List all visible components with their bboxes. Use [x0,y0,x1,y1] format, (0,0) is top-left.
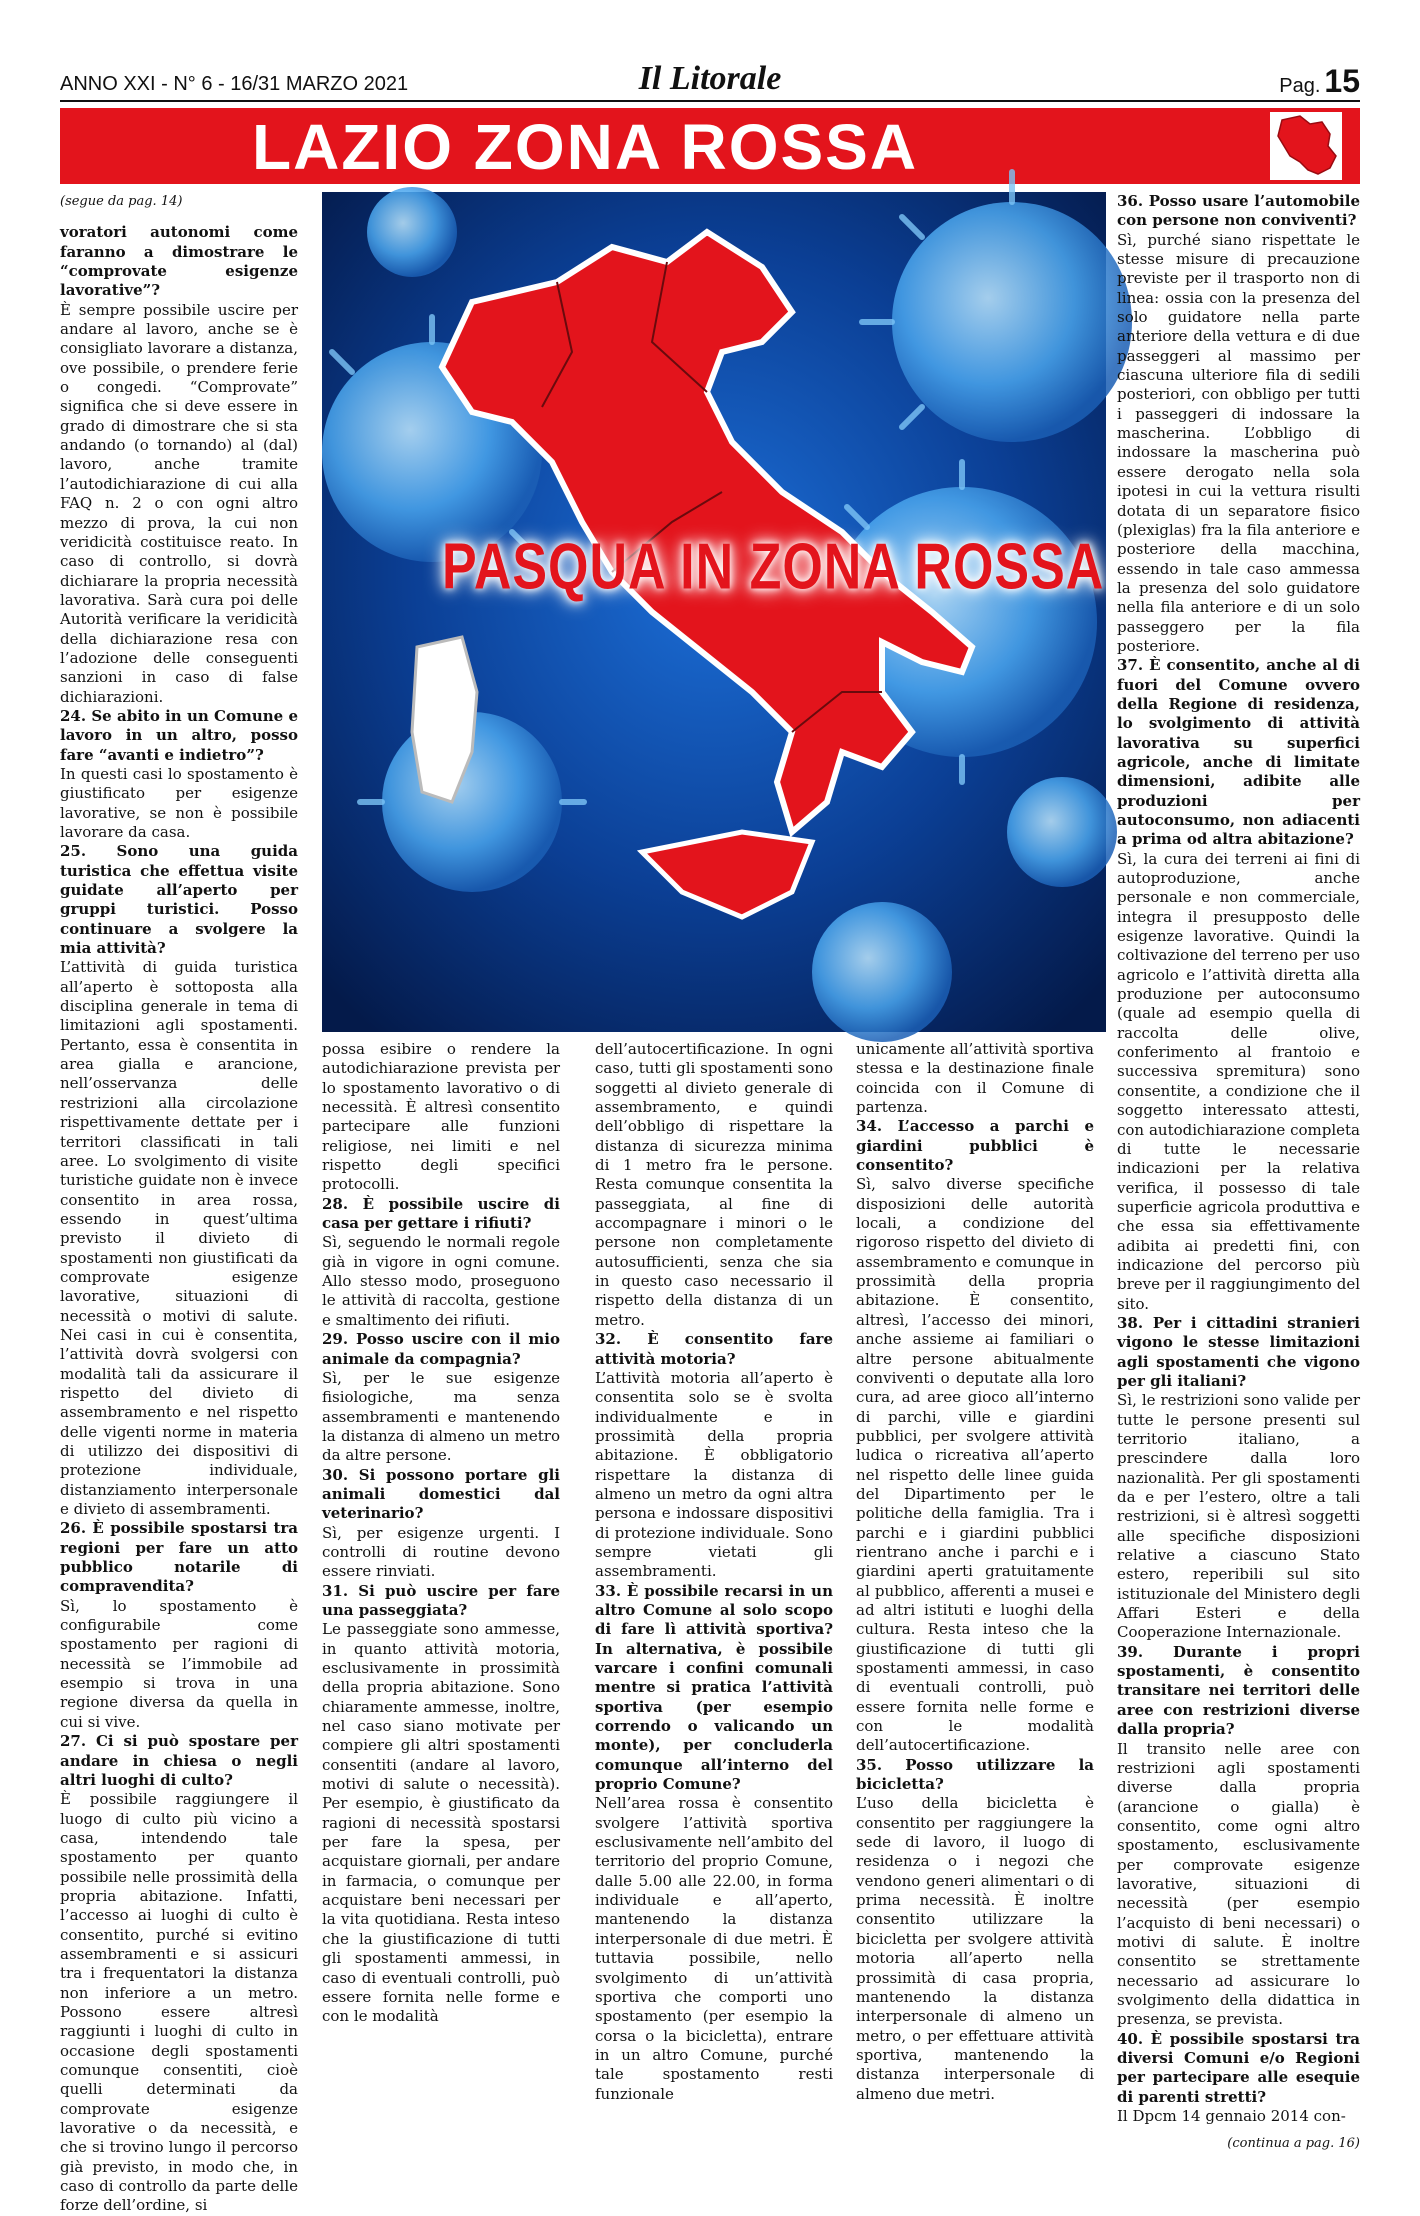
section-title: LAZIO ZONA ROSSA [252,111,919,183]
faq-answer: Le passeggiate sono ammesse, in quanto attività motoria, esclusivamente in prossimità della propria abitazione. Sono chiaramente ammesse, inoltre, nel caso siano motivate per compiere gli altri spostamenti consentiti (andare al lavoro, motivi di salute o necessità). Per esempio, è giustificato da ragioni di necessità spostarsi per fare la spesa, per acquistare giornali, per andare in farmacia, o comunque per acquistare beni necessari per la vita quotidiana. Resta inteso che la giustificazione di tutti gli spostamenti ammessi, in caso di eventuali controlli, può essere fornita nelle forme e con le modalità [322,1620,560,2026]
faq-question: 36. Posso usare l’automobile con persone non conviventi? [1117,192,1360,230]
faq-answer: L’uso della bicicletta è consentito per raggiungere la sede di lavoro, il luogo di residenza o i negozi che vendono generi alimentari o di prima necessità. È inoltre consentito utilizzare la bicicletta per svolgere attività motoria all’aperto nella prossimità di casa propria, mantenendo la distanza interpersonale di almeno un metro, o per effettuare attività sportiva, mantenendo la distanza interpersonale di almeno due metri. [856,1794,1094,2103]
article-column-2 [322,1040,560,2026]
italy-virus-illustration [322,192,1106,1032]
page-number-box [1279,63,1360,100]
faq-answer: È possibile raggiungere il luogo di culto più vicino a casa, intendendo tale spostamento per quanto possibile nelle prossimità della propria abitazione. Infatti, l’accesso ai luoghi di culto è consentito, purché si evitino assembramenti e si assicuri tra i frequentatori la distanza non inferiore a un metro. Possono essere altresì raggiunti i luoghi di culto in occasione degli spostamenti comunque consentiti, cioè quelli determinati da comprovate esigenze lavorative o da necessità, e che si trovino lungo il percorso già previsto, in modo che, in caso di controllo da parte delle forze dell’ordine, si [60,1790,298,2215]
faq-question: 30. Si possono portare gli animali domestici dal veterinario? [322,1465,560,1523]
faq-question: 31. Si può uscire per fare una passeggiata? [322,1581,560,1619]
faq-answer: dell’autocertificazione. In ogni caso, tutti gli spostamenti sono soggetti al divieto generale di assembramento, e quindi dell’obbligo di rispettare la distanza di sicurezza minima di 1 metro fra le persone. Resta comunque consentita la passeggiata, al fine di accompagnare i minori o le persone non completamente autosufficienti, senza che sia in questo caso necessario il rispetto della distanza di un metro. [595,1040,833,1329]
article-column-1 [60,192,298,2215]
faq-answer: Il Dpcm 14 gennaio 2014 con- [1117,2107,1346,2126]
lazio-map-icon [1270,112,1342,180]
page-header [60,62,1360,102]
feature-photo [322,192,1106,1032]
faq-question: 28. È possibile uscire di casa per gettare i rifiuti? [322,1194,560,1233]
faq-question: 29. Posso uscire con il mio animale da compagnia? [322,1330,560,1368]
column-1-body [60,223,298,2215]
faq-answer: unicamente all’attività sportiva stessa e la destinazione finale coincida con il Comune di partenza. [856,1040,1094,1117]
faq-question: 25. Sono una guida turistica che effettua visite guidate all’aperto per gruppi turistici. Posso continuare a svolgere la mia attività? [60,842,298,958]
article-column-5 [1117,192,1360,2152]
faq-question: 34. L’accesso a parchi e giardini pubblici è consentito? [856,1117,1094,1175]
faq-answer: Sì, le restrizioni sono valide per tutte le persone presenti sul territorio italiano, a prescindere dalla loro nazionalità. Per gli spostamenti da e per l’estero, oltre a tali restrizioni, si è altresì soggetti alle specifiche disposizioni relative a ciascuno Stato estero, reperibili sul sito istituzionale del Ministero degli Affari Esteri e della Cooperazione Internazionale. [1117,1391,1360,1642]
faq-question: 35. Posso utilizzare la bicicletta? [856,1755,1094,1794]
faq-question: 32. È consentito fare attività motoria? [595,1330,833,1368]
article-column-3 [595,1040,833,2103]
faq-question: 40. È possibile spostarsi tra diversi Comuni e/o Regioni per partecipare alle esequie di parenti stretti? [1117,2029,1360,2106]
article-column-4 [856,1040,1094,2103]
faq-question: 33. È possibile recarsi in un altro Comune al solo scopo di fare lì attività sportiva? In alternativa, è possibile varcare i confini comunali mentre si pratica l’attività sportiva (per esempio correndo o valicando un monte), per concluderla comunque all’interno del proprio Comune? [595,1581,833,1794]
faq-answer: Sì, per le sue esigenze fisiologiche, ma senza assembramenti e mantenendo la distanza di almeno un metro da altre persone. [322,1368,560,1465]
faq-answer: Sì, purché siano rispettate le stesse misure di precauzione previste per il trasporto non di linea: ossia con la presenza del solo guidatore nella parte anteriore della vettura e di due passeggeri al massimo per ciascuna ulteriore fila di sedili posteriori, con obbligo per tutti i passeggeri di indossare la mascherina. L’obbligo di indossare la mascherina può essere derogato nella sola ipotesi in cui la vettura risulti dotata di un separatore fisico (plexiglas) fra la fila anteriore e posteriore della macchina, essendo in tale caso ammessa la presenza del solo guidatore nella fila anteriore e di un solo passeggero per la fila posteriore. [1117,230,1360,655]
issue-info: ANNO XXI - N° 6 - 16/31 MARZO 2021 [60,73,409,95]
faq-answer: Il transito nelle aree con restrizioni agli spostamenti diverse dalla propria (arancione o gialla) è consentito, come ogni altro spostamento, esclusivamente per comprovate esigenze lavorative, situazioni di necessità (per esempio l’acquisto di beni necessari) o motivi di salute. È inoltre consentito se strettamente necessario ad assicurare lo svolgimento della didattica in presenza, se prevista. [1117,1739,1360,2029]
faq-question: 39. Durante i propri spostamenti, è consentito transitare nei territori delle aree con restrizioni diverse dalla propria? [1117,1642,1360,1739]
masthead-logo: Il Litorale [638,60,782,97]
page-number: 15 [1324,63,1360,99]
faq-answer: In questi casi lo spostamento è giustificato per esigenze lavorative, se non è possibile lavorare da casa. [60,764,298,841]
faq-answer: L’attività motoria all’aperto è consentita solo se è svolta individualmente e in prossimità della propria abitazione. È obbligatorio rispettare la distanza di almeno un metro da ogni altra persona e indossare dispositivi di protezione individuale. Sono sempre vietati gli assembramenti. [595,1368,833,1581]
faq-question: 26. È possibile spostarsi tra regioni per fare un atto pubblico notarile di compravendita? [60,1519,298,1596]
faq-question: 38. Per i cittadini stranieri vigono le stesse limitazioni agli spostamenti che vigono per gli italiani? [1117,1313,1360,1390]
photo-caption: PASQUA IN ZONA ROSSA [442,530,1105,604]
faq-answer: Nell’area rossa è consentito svolgere l’attività sportiva esclusivamente nell’ambito del territorio del proprio Comune, dalle 5.00 alle 22.00, in forma individuale e all’aperto, mantenendo la distanza interpersonale di due metri. È tuttavia possibile, nello svolgimento di un’attività sportiva che comporti uno spostamento (per esempio la corsa o la bicicletta), entrare in un altro Comune, purché tale spostamento resti funzionale [595,1794,833,2103]
continued-from: (segue da pag. 14) [60,194,183,209]
page-label: Pag. [1279,75,1321,97]
section-banner [60,108,1360,184]
continued-on: (continua a pag. 16) [1227,2136,1360,2152]
faq-question: 37. È consentito, anche al di fuori del Comune ovvero della Regione di residenza, lo svolgimento di attività lavorativa su superfici agricole, anche di limitate dimensioni, adibite alle produzioni per autoconsumo, non adiacenti a prima od altra abitazione? [1117,656,1360,849]
faq-answer: È sempre possibile uscire per andare al lavoro, anche se è consigliato lavorare a distanza, ove possibile, o prendere ferie o congedi. “Comprovate” significa che si deve essere in grado di dimostrare che si sta andando (o tornando) al (dal) lavoro, anche tramite l’autodichiarazione di cui alla FAQ n. 2 o con ogni altro mezzo di prova, la cui non veridicità costituisce reato. In caso di controllo, si dovrà dichiarare la propria necessità lavorativa. Sarà cura poi delle Autorità verificare la veridicità della dichiarazione resa con l’adozione delle conseguenti sanzioni in caso di false dichiarazioni. [60,300,298,706]
faq-answer: Sì, la cura dei terreni ai fini di autoproduzione, anche personale e non commerciale, integra il presupposto delle esigenze lavorative. Quindi la coltivazione del terreno per uso agricolo e l’attività diretta alla produzione per autoconsumo (quale ad esempio quella di raccolta delle olive, conferimento al frantoio e successiva spremitura) sono consentite, a condizione che il soggetto interessato attesti, con autodichiarazione completa di tutte le necessarie indicazioni per la relativa verifica, il possesso di tale superficie agricola produttiva e che essa sia effettivamente adibita ai predetti fini, con indicazione del percorso più breve per il raggiungimento del sito. [1117,849,1360,1313]
faq-answer: possa esibire o rendere la autodichiarazione prevista per lo spostamento lavorativo o di necessità. È altresì consentito partecipare alle funzioni religiose, nei limiti e nel rispetto degli specifici protocolli. [322,1040,560,1194]
faq-question: 24. Se abito in un Comune e lavoro in un altro, posso fare “avanti e indietro”? [60,706,298,764]
faq-answer: Sì, salvo diverse specifiche disposizioni delle autorità locali, a condizione del rigoroso rispetto del divieto di assembramento e comunque in prossimità della propria abitazione. È consentito, altresì, l’accesso dei minori, anche assieme ai familiari o altre persone abitualmente conviventi o deputate alla loro cura, ad aree gioco all’interno di parchi, ville e giardini pubblici, per svolgere attività ludica o ricreativa all’aperto nel rispetto delle linee guida del Dipartimento per le politiche della famiglia. Tra i parchi e i giardini pubblici rientrano anche i parchi e i giardini aperti gratuitamente al pubblico, afferenti a musei e ad altri istituti e luoghi della cultura. Resta inteso che la giustificazione di tutti gli spostamenti ammessi, in caso di eventuali controlli, può essere fornita nelle forme e con le modalità dell’autocertificazione. [856,1175,1094,1755]
faq-question: 27. Ci si può spostare per andare in chiesa o negli altri luoghi di culto? [60,1732,298,1789]
faq-answer: Sì, lo spostamento è configurabile come spostamento per ragioni di necessità se l’immobile ad esempio si trova in una regione diversa da quella in cui si vive. [60,1596,298,1731]
faq-answer: Sì, per esigenze urgenti. I controlli di routine devono essere rinviati. [322,1523,560,1581]
faq-answer: L’attività di guida turistica all’aperto è sottoposta alla disciplina generale in tema di limitazioni agli spostamenti. Pertanto, essa è consentita in area gialla e arancione, nell’osservanza delle restrizioni alla circolazione rispettivamente dettate per i territori classificati in tali aree. Lo svolgimento di visite turistiche guidate non è invece consentito in area rossa, essendo in quest’ultima previsto il divieto di spostamenti non giustificati da comprovate esigenze lavorative, situazioni di necessità o motivi di salute. Nei casi in cui è consentita, l’attività dovrà svolgersi con modalità tali da assicurare il rispetto del divieto di assembramento e nel rispetto delle vigenti norme in materia di utilizzo dei dispositivi di protezione individuale, distanziamento interpersonale e divieto di assembramenti. [60,958,298,1519]
faq-answer: Sì, seguendo le normali regole già in vigore in ogni comune. Allo stesso modo, proseguono le attività di raccolta, gestione e smaltimento dei rifiuti. [322,1233,560,1329]
column-5-body [1117,192,1360,2126]
faq-question: voratori autonomi come faranno a dimostrare le “comprovate esigenze lavorative”? [60,223,298,300]
